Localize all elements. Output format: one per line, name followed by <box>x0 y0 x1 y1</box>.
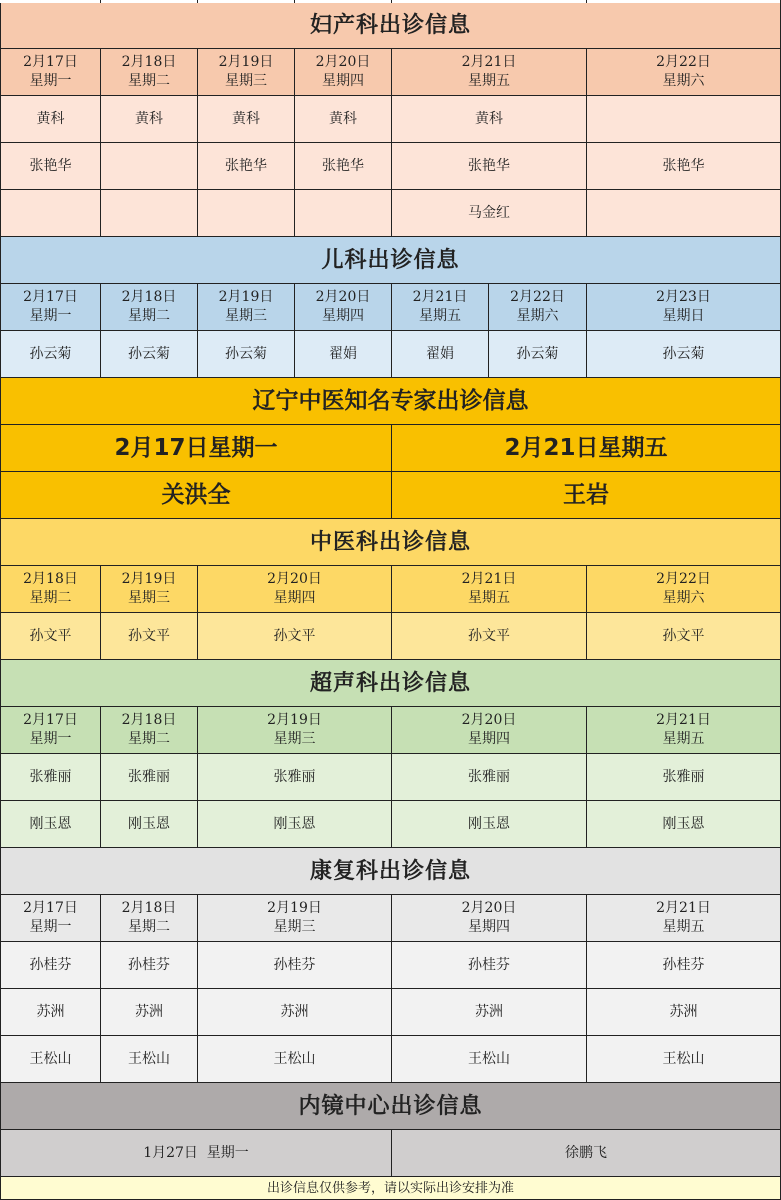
rh-title: 康复科出诊信息 <box>0 848 781 895</box>
doctor-cell: 孙桂芬 <box>101 942 198 989</box>
tc-date-cell <box>392 566 587 613</box>
pe-date-cell <box>0 284 101 331</box>
rh-date-row <box>0 895 781 942</box>
us-date-cell <box>587 707 781 754</box>
us-title-row <box>0 660 781 707</box>
ln-day-2: 2月21日星期五 <box>392 425 781 472</box>
weekday-text: 星期三 <box>273 731 316 747</box>
date-text: 2月23日 <box>656 289 711 305</box>
rh-doctor-row <box>0 942 781 989</box>
doctor-cell: 孙文平 <box>392 613 587 660</box>
weekday-text: 星期三 <box>225 73 267 89</box>
ob-doctor-row <box>0 96 781 143</box>
us-title: 超声科出诊信息 <box>0 660 781 707</box>
doctor-cell: 刚玉恩 <box>101 801 198 848</box>
doctor-cell: 翟娟 <box>392 331 489 378</box>
date-text: 2月21日 <box>656 900 711 916</box>
doctor-cell: 孙云菊 <box>587 331 781 378</box>
footer-note: 出诊信息仅供参考，请以实际出诊安排为准 <box>0 1177 781 1200</box>
en-title: 内镜中心出诊信息 <box>0 1083 781 1130</box>
date-text: 2月20日 <box>461 712 517 728</box>
doctor-cell: 孙桂芬 <box>0 942 101 989</box>
pe-date-cell <box>392 284 489 331</box>
doctor-cell: 孙桂芬 <box>198 942 392 989</box>
weekday-text: 星期一 <box>29 73 72 89</box>
pe-date-cell <box>489 284 587 331</box>
rh-date-cell <box>587 895 781 942</box>
pe-title-row <box>0 237 781 284</box>
pe-date-cell <box>295 284 392 331</box>
date-text: 2月19日 <box>218 54 274 70</box>
ln-doctor-2: 王岩 <box>392 472 781 519</box>
weekday-text: 星期五 <box>468 590 510 606</box>
doctor-cell <box>0 190 101 237</box>
us-doctor-row <box>0 801 781 848</box>
date-text: 2月21日 <box>656 712 711 728</box>
doctor-cell: 孙文平 <box>101 613 198 660</box>
ob-date-cell <box>198 49 295 96</box>
doctor-cell: 孙云菊 <box>198 331 295 378</box>
doctor-cell: 孙云菊 <box>0 331 101 378</box>
weekday-text: 星期四 <box>273 590 316 606</box>
en-doctor-cell: 徐鹏飞 <box>392 1130 781 1177</box>
weekday-text: 星期四 <box>322 73 364 89</box>
weekday-text: 星期六 <box>662 73 705 89</box>
doctor-cell: 孙文平 <box>0 613 101 660</box>
weekday-text: 星期五 <box>662 731 705 747</box>
date-text: 2月21日 <box>461 54 517 70</box>
weekday-text: 星期三 <box>273 919 316 935</box>
tc-date-cell <box>101 566 198 613</box>
date-text: 2月20日 <box>461 900 517 916</box>
rh-date-cell <box>198 895 392 942</box>
doctor-cell: 孙文平 <box>587 613 781 660</box>
date-text: 2月19日 <box>267 900 322 916</box>
date-text: 2月18日 <box>23 571 78 587</box>
weekday-text: 星期五 <box>662 919 705 935</box>
date-text: 2月18日 <box>121 712 177 728</box>
weekday-text: 星期一 <box>29 308 72 324</box>
date-text: 2月21日 <box>412 289 468 305</box>
doctor-cell: 张雅丽 <box>101 754 198 801</box>
date-text: 2月22日 <box>656 571 711 587</box>
footer-row <box>0 1177 781 1200</box>
tc-date-cell <box>587 566 781 613</box>
doctor-cell: 张雅丽 <box>392 754 587 801</box>
weekday-text: 星期二 <box>29 590 72 606</box>
doctor-cell: 苏洲 <box>392 989 587 1036</box>
doctor-cell: 张艳华 <box>392 143 587 190</box>
ln-doctor-1: 关洪全 <box>0 472 392 519</box>
date-text: 2月22日 <box>510 289 565 305</box>
doctor-cell: 黄科 <box>295 96 392 143</box>
date-text: 2月19日 <box>121 571 177 587</box>
ob-date-row <box>0 49 781 96</box>
doctor-cell <box>295 190 392 237</box>
weekday-text: 星期五 <box>468 73 510 89</box>
weekday-text: 星期二 <box>128 308 170 324</box>
tc-title-row <box>0 519 781 566</box>
ln-title: 辽宁中医知名专家出诊信息 <box>0 378 781 425</box>
doctor-cell: 孙云菊 <box>489 331 587 378</box>
date-text: 2月19日 <box>267 712 322 728</box>
doctor-cell: 王松山 <box>392 1036 587 1083</box>
rh-doctor-row <box>0 1036 781 1083</box>
ob-doctor-row <box>0 190 781 237</box>
pe-title: 儿科出诊信息 <box>0 237 781 284</box>
ln-title-row <box>0 378 781 425</box>
doctor-cell: 孙文平 <box>198 613 392 660</box>
pe-date-cell <box>198 284 295 331</box>
weekday-text: 星期三 <box>225 308 267 324</box>
pe-date-cell <box>587 284 781 331</box>
rh-date-cell <box>101 895 198 942</box>
doctor-cell <box>587 96 781 143</box>
ob-date-cell <box>0 49 101 96</box>
doctor-cell: 王松山 <box>587 1036 781 1083</box>
en-row <box>0 1130 781 1177</box>
weekday-text: 星期一 <box>29 731 72 747</box>
date-text: 2月22日 <box>656 54 711 70</box>
weekday-text: 星期四 <box>322 308 364 324</box>
doctor-cell: 张雅丽 <box>0 754 101 801</box>
doctor-cell: 翟娟 <box>295 331 392 378</box>
en-title-row <box>0 1083 781 1130</box>
pe-doctor-row <box>0 331 781 378</box>
ob-title-row <box>0 3 781 49</box>
weekday-text: 星期二 <box>128 731 170 747</box>
ob-date-cell <box>101 49 198 96</box>
date-text: 2月17日 <box>23 289 78 305</box>
date-text: 2月18日 <box>121 289 177 305</box>
rh-date-cell <box>0 895 101 942</box>
tc-doctor-row <box>0 613 781 660</box>
doctor-cell: 苏洲 <box>0 989 101 1036</box>
doctor-cell: 黄科 <box>198 96 295 143</box>
doctor-cell: 张雅丽 <box>587 754 781 801</box>
doctor-cell: 刚玉恩 <box>198 801 392 848</box>
en-date-cell: 1月27日 星期一 <box>0 1130 392 1177</box>
tc-date-row <box>0 566 781 613</box>
weekday-text: 星期日 <box>662 308 705 324</box>
pe-date-cell <box>101 284 198 331</box>
doctor-cell: 刚玉恩 <box>0 801 101 848</box>
weekday-text: 星期四 <box>468 731 510 747</box>
doctor-cell: 黄科 <box>392 96 587 143</box>
weekday-text: 星期六 <box>662 590 705 606</box>
doctor-cell <box>198 190 295 237</box>
us-date-cell <box>101 707 198 754</box>
doctor-cell: 黄科 <box>101 96 198 143</box>
weekday-text: 星期二 <box>128 73 170 89</box>
ob-date-cell <box>295 49 392 96</box>
date-text: 2月17日 <box>23 54 78 70</box>
doctor-cell <box>101 190 198 237</box>
ln-date-row <box>0 425 781 472</box>
date-text: 2月17日 <box>23 900 78 916</box>
ln-day-1: 2月17日星期一 <box>0 425 392 472</box>
weekday-text: 星期六 <box>516 308 559 324</box>
weekday-text: 星期二 <box>128 919 170 935</box>
doctor-cell: 张雅丽 <box>198 754 392 801</box>
weekday-text: 星期三 <box>128 590 170 606</box>
rh-date-cell <box>392 895 587 942</box>
doctor-cell <box>587 190 781 237</box>
ob-date-cell <box>587 49 781 96</box>
date-text: 2月19日 <box>218 289 274 305</box>
doctor-cell: 张艳华 <box>587 143 781 190</box>
weekday-text: 星期五 <box>419 308 461 324</box>
weekday-text: 星期四 <box>468 919 510 935</box>
doctor-cell: 张艳华 <box>0 143 101 190</box>
us-date-cell <box>0 707 101 754</box>
ob-date-cell <box>392 49 587 96</box>
doctor-cell: 黄科 <box>0 96 101 143</box>
us-date-cell <box>198 707 392 754</box>
doctor-cell: 张艳华 <box>295 143 392 190</box>
doctor-cell: 王松山 <box>198 1036 392 1083</box>
doctor-cell: 苏洲 <box>198 989 392 1036</box>
doctor-cell: 王松山 <box>0 1036 101 1083</box>
doctor-cell <box>101 143 198 190</box>
doctor-cell: 刚玉恩 <box>587 801 781 848</box>
tc-title: 中医科出诊信息 <box>0 519 781 566</box>
date-text: 2月18日 <box>121 54 177 70</box>
date-text: 2月18日 <box>121 900 177 916</box>
doctor-cell: 马金红 <box>392 190 587 237</box>
pe-date-row <box>0 284 781 331</box>
doctor-cell: 张艳华 <box>198 143 295 190</box>
date-text: 2月20日 <box>315 54 371 70</box>
ob-title: 妇产科出诊信息 <box>0 3 781 49</box>
doctor-cell: 王松山 <box>101 1036 198 1083</box>
ob-doctor-row <box>0 143 781 190</box>
date-text: 2月17日 <box>23 712 78 728</box>
tc-date-cell <box>0 566 101 613</box>
ln-doctor-row <box>0 472 781 519</box>
us-date-cell <box>392 707 587 754</box>
doctor-cell: 孙桂芬 <box>392 942 587 989</box>
tc-date-cell <box>198 566 392 613</box>
doctor-cell: 苏洲 <box>587 989 781 1036</box>
rh-doctor-row <box>0 989 781 1036</box>
doctor-cell: 刚玉恩 <box>392 801 587 848</box>
doctor-cell: 孙云菊 <box>101 331 198 378</box>
rh-title-row <box>0 848 781 895</box>
date-text: 2月20日 <box>267 571 322 587</box>
us-doctor-row <box>0 754 781 801</box>
date-text: 2月20日 <box>315 289 371 305</box>
doctor-cell: 孙桂芬 <box>587 942 781 989</box>
weekday-text: 星期一 <box>29 919 72 935</box>
us-date-row <box>0 707 781 754</box>
doctor-cell: 苏洲 <box>101 989 198 1036</box>
date-text: 2月21日 <box>461 571 517 587</box>
